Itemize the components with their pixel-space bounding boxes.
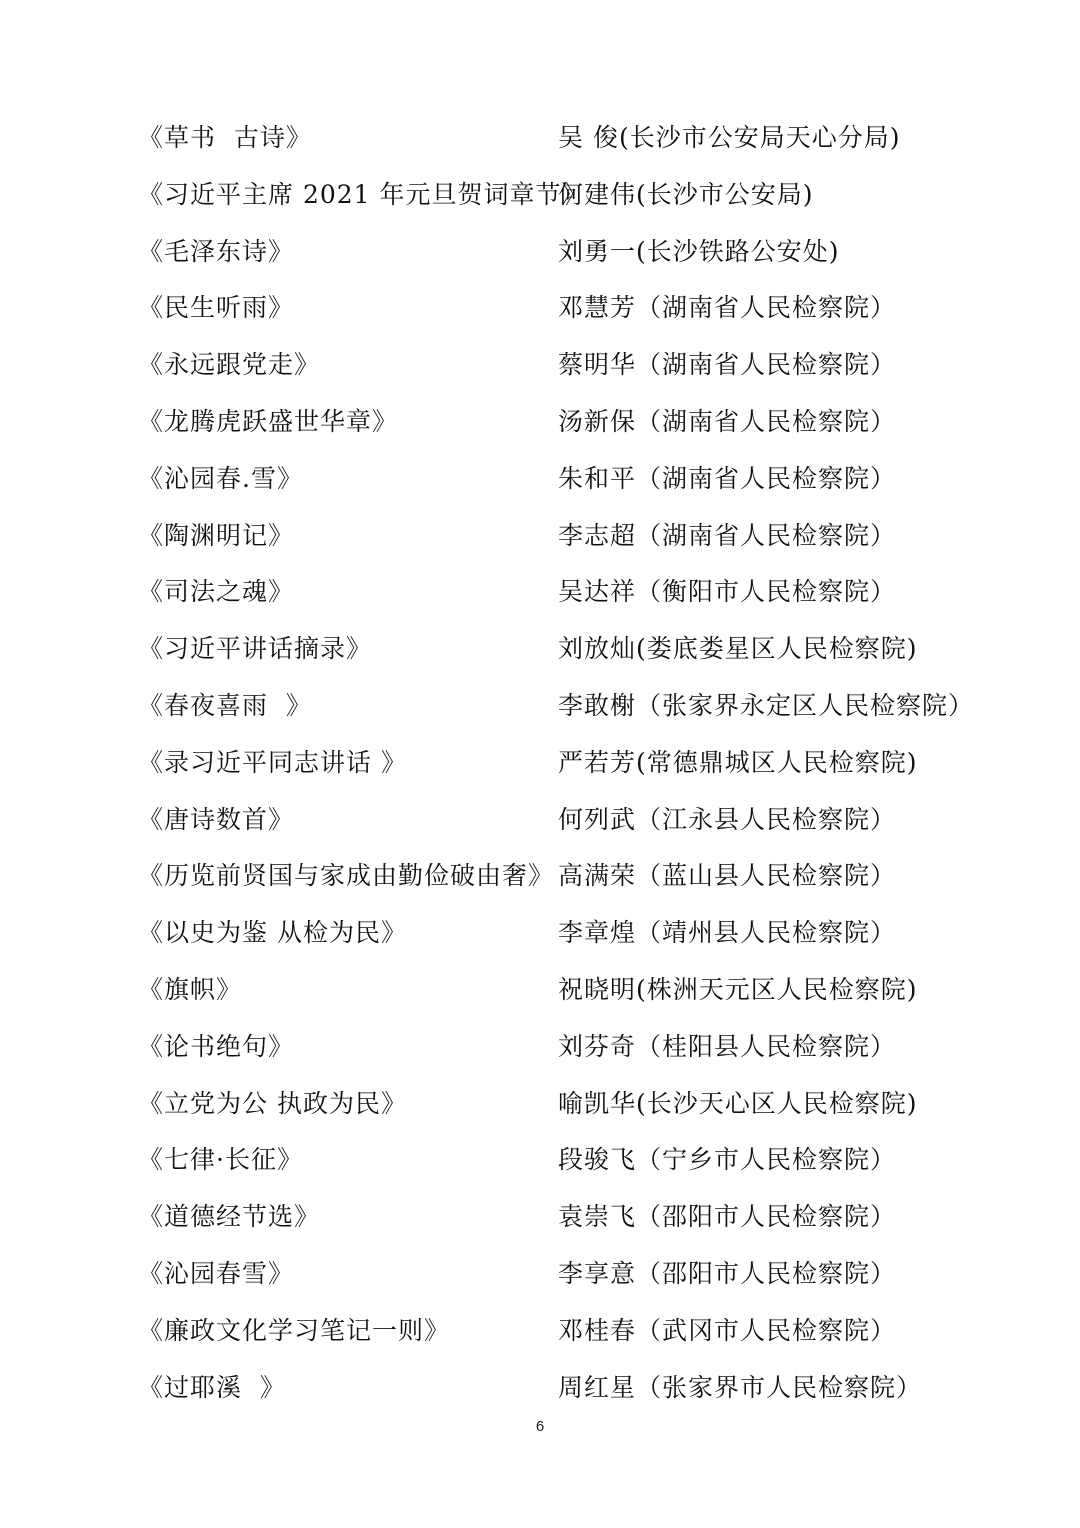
author-name: 李章煌（靖州县人民检察院）: [558, 918, 897, 948]
list-item: [138, 224, 958, 281]
work-title: 《春夜喜雨 》: [138, 690, 312, 720]
author-name: 吴 俊(长沙市公安局天心分局): [558, 123, 901, 152]
work-title: 《七律·长征》: [138, 1145, 303, 1175]
author-name: 蔡明华（湖南省人民检察院）: [558, 350, 897, 380]
author-name: 刘放灿(娄底娄星区人民检察院): [558, 634, 918, 664]
list-item: [138, 735, 958, 792]
author-name: 李享意（邵阳市人民检察院）: [558, 1258, 897, 1288]
list-item: [138, 451, 958, 508]
author-name: 汤新保（湖南省人民检察院）: [558, 406, 897, 436]
entry-list: [138, 110, 975, 1416]
list-item: [138, 905, 958, 962]
list-item: [138, 110, 958, 167]
work-title: 《司法之魂》: [138, 577, 295, 607]
list-item: [138, 1246, 958, 1303]
author-name: 邓桂春（武冈市人民检察院）: [558, 1315, 897, 1345]
work-title: 《习近平主席 2021 年元旦贺词章节》: [138, 179, 588, 209]
work-title: 《以史为鉴 从检为民》: [138, 918, 407, 948]
list-item: [138, 621, 958, 678]
author-name: 段骏飞（宁乡市人民检察院）: [558, 1145, 897, 1175]
list-item: [138, 1360, 958, 1417]
list-item: [138, 1076, 958, 1133]
list-item: [138, 1019, 958, 1076]
list-item: [138, 167, 958, 224]
author-name: 邓慧芳（湖南省人民检察院）: [558, 293, 897, 323]
work-title: 《草书 古诗》: [138, 123, 312, 152]
work-title: 《论书绝句》: [138, 1031, 295, 1061]
work-title: 《立党为公 执政为民》: [138, 1088, 407, 1118]
work-title: 《唐诗数首》: [138, 804, 295, 834]
author-name: 李志超（湖南省人民检察院）: [558, 520, 897, 550]
page-number: 6: [535, 1418, 545, 1435]
work-title: 《旗帜》: [138, 974, 243, 1004]
author-name: 吴达祥（衡阳市人民检察院）: [558, 577, 897, 607]
work-title: 《沁园春.雪》: [138, 463, 303, 493]
work-title: 《录习近平同志讲话 》: [138, 747, 407, 777]
list-item: [138, 337, 958, 394]
author-name: 严若芳(常德鼎城区人民检察院): [558, 747, 918, 777]
author-name: 喻凯华(长沙天心区人民检察院): [558, 1088, 918, 1118]
work-title: 《毛泽东诗》: [138, 236, 295, 266]
author-name: 李敢榭（张家界永定区人民检察院）: [558, 690, 975, 720]
list-item: [138, 1189, 958, 1246]
work-title: 《龙腾虎跃盛世华章》: [138, 406, 399, 436]
author-name: 刘芬奇（桂阳县人民检察院）: [558, 1031, 897, 1061]
list-item: [138, 678, 975, 735]
author-name: 何列武（江永县人民检察院）: [558, 804, 897, 834]
list-item: [138, 792, 958, 849]
author-name: 祝晓明(株洲天元区人民检察院): [558, 974, 918, 1004]
list-item: [138, 848, 958, 905]
list-item: [138, 962, 958, 1019]
work-title: 《道德经节选》: [138, 1202, 321, 1232]
work-title: 《习近平讲话摘录》: [138, 634, 373, 664]
author-name: 刘勇一(长沙铁路公安处): [558, 236, 840, 266]
work-title: 《沁园春雪》: [138, 1258, 295, 1288]
author-name: 何建伟(长沙市公安局): [558, 179, 814, 209]
list-item: [138, 394, 958, 451]
work-title: 《廉政文化学习笔记一则》: [138, 1315, 451, 1345]
work-title: 《陶渊明记》: [138, 520, 295, 550]
list-item: [138, 280, 958, 337]
work-title: 《永远跟党走》: [138, 350, 321, 380]
list-item: [138, 564, 958, 621]
author-name: 朱和平（湖南省人民检察院）: [558, 463, 897, 493]
list-item: [138, 1303, 958, 1360]
list-item: [138, 508, 958, 565]
author-name: 高满荣（蓝山县人民检察院）: [558, 861, 897, 891]
work-title: 《民生听雨》: [138, 293, 295, 323]
work-title: 《过耶溪 》: [138, 1372, 286, 1402]
author-name: 袁崇飞（邵阳市人民检察院）: [558, 1202, 897, 1232]
author-name: 周红星（张家界市人民检察院）: [558, 1372, 923, 1402]
list-item: [138, 1132, 958, 1189]
work-title: 《历览前贤国与家成由勤俭破由奢》: [138, 861, 555, 891]
